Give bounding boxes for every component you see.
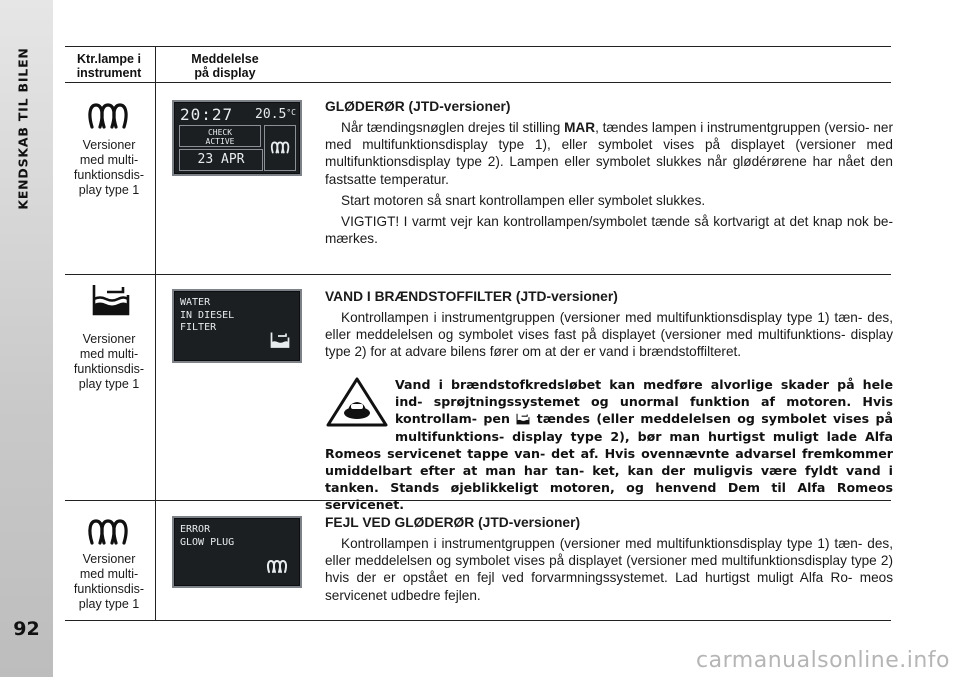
section-heading: FEJL VED GLØDERØR (JTD-versioner): [325, 515, 581, 530]
page-number: 92: [13, 618, 40, 640]
message-line: CHECK: [207, 128, 233, 137]
caption-line: med multi-: [79, 153, 139, 167]
paragraph: Kontrollampen i instrumentgruppen (versioner med multifunktionsdisplay type 1) tæn- des, eller meddelelsen og symbolet vises på displayet (versioner med multifunktionsdisplay type 2) hvis der er opstået en fejl ved forvarmningssystemet. Lad hurtigst muligt Alfa Ro- meos servicenet udbedre fejlen.: [325, 536, 893, 603]
display-time: 20:27: [180, 105, 234, 124]
paragraph: VIGTIGT! I varmt vejr kan kontrollampen/symbolet tænde så kortvarigt at det knap nok be- mærkes.: [325, 214, 893, 247]
section-heading: GLØDERØR (JTD-versioner): [325, 99, 511, 114]
display-error-glow-plug: [172, 516, 302, 588]
row-caption: [65, 332, 153, 392]
message-line: ACTIVE: [205, 137, 235, 146]
paragraph: Start motoren så snart kontrollampen eller symbolet slukkes.: [341, 192, 706, 208]
caption-line: play type 1: [78, 377, 140, 391]
header-rule: [65, 82, 891, 83]
caption-line: funktionsdis-: [73, 168, 145, 182]
watermark: carmanualsonline.info: [696, 648, 950, 673]
display-temperature: [255, 107, 296, 122]
glow-plug-icon: [86, 516, 134, 546]
caption-line: med multi-: [79, 567, 139, 581]
section-water-in-fuel: [325, 288, 893, 365]
row-rule-1: [65, 274, 891, 275]
display-message: [180, 524, 234, 549]
display-header-line-1: Meddelelse: [191, 52, 259, 66]
row-caption: [65, 552, 153, 612]
paragraph: Kontrollampen i instrumentgruppen (versioner med multifunktionsdisplay type 1) tæn- des, eller meddelelsen og symbolet vises fast på displayet (versioner med multifunktions- display type 2) for at advare bilens fører om at der er vand i brændstoffilteret.: [325, 310, 893, 360]
display-message-box: [179, 125, 261, 147]
display-date: 23 APR: [179, 149, 263, 171]
warning-text: tændes (eller meddelelsen og symbolet vises på multifunktions- display type 2), bør man hurtigst muligt lade Alfa Romeos servicenet tappe van- det af. Hvis ovennævnte advarsel fremkommer umiddelbart efter at man har tan- ket, kan der muligvis være fyldt vand i tanken. Stands øjeblikkeligt motoren, og henvend Dem til Alfa Romeos servicenet.: [325, 411, 893, 513]
section-title: KENDSKAB TIL BILEN: [15, 46, 31, 210]
display-check-active: [172, 100, 302, 176]
temp-unit: °C: [286, 108, 296, 117]
lamp-header-line-1: Ktr.lampe i: [77, 52, 141, 66]
water-in-fuel-icon: [91, 283, 131, 317]
display-column-header: [180, 52, 270, 80]
message-line: GLOW PLUG: [180, 536, 235, 548]
message-line: IN DIESEL: [180, 309, 235, 321]
caption-line: Versioner: [82, 138, 136, 152]
message-line: FILTER: [180, 322, 217, 333]
caption-line: med multi-: [79, 347, 139, 361]
message-line: ERROR: [180, 524, 211, 535]
caption-line: funktionsdis-: [73, 362, 145, 376]
text-run: Når tændingsnøglen drejes til stilling: [341, 120, 565, 135]
paragraph: [325, 119, 893, 188]
display-message: [180, 297, 234, 335]
warning-box: [325, 376, 893, 514]
display-water-in-diesel: [172, 289, 302, 363]
lamp-column-header: [65, 52, 153, 80]
glow-plug-icon: [86, 100, 134, 130]
table-top-rule: [65, 46, 891, 47]
water-in-fuel-icon: [270, 331, 290, 349]
table-bottom-rule: [65, 620, 891, 621]
caption-line: funktionsdis-: [73, 582, 145, 596]
warning-triangle-icon: [325, 376, 389, 428]
section-glow-plug: [325, 98, 893, 251]
temp-value: 20.5: [255, 107, 287, 122]
section-glow-plug-error: [325, 514, 893, 608]
key-position: MAR: [564, 120, 596, 135]
caption-line: Versioner: [82, 552, 136, 566]
section-heading: VAND I BRÆNDSTOFFILTER (JTD-versioner): [325, 289, 618, 304]
text-run: , tændes lampen i instrumentgruppen (versio- ner med multifunktionsdisplay type 1), eller symbolet vises på displayet (versioner med multifunktionsdisplay type 2). Lampen eller symbolet slukkes når glødérørene har nået den fastsatte temperatur.: [325, 120, 893, 187]
caption-line: play type 1: [78, 183, 140, 197]
display-symbol-box: [264, 125, 296, 171]
glow-plug-icon: [270, 140, 292, 154]
message-line: WATER: [180, 297, 211, 308]
column-divider: [155, 46, 156, 620]
caption-line: Versioner: [82, 332, 136, 346]
caption-line: play type 1: [78, 597, 140, 611]
glow-plug-icon: [266, 558, 290, 574]
warning-text: Vand i brændstofkredsløbet kan medføre alvorlige skader på hele ind- sprøjtningssystemet og unormal funktion af motoren. Hvis kontrollam- pen: [395, 377, 893, 427]
lamp-header-line-2: instrument: [76, 66, 142, 80]
display-header-line-2: på display: [194, 66, 256, 80]
row-caption: [65, 138, 153, 198]
water-in-fuel-icon: [516, 413, 530, 425]
